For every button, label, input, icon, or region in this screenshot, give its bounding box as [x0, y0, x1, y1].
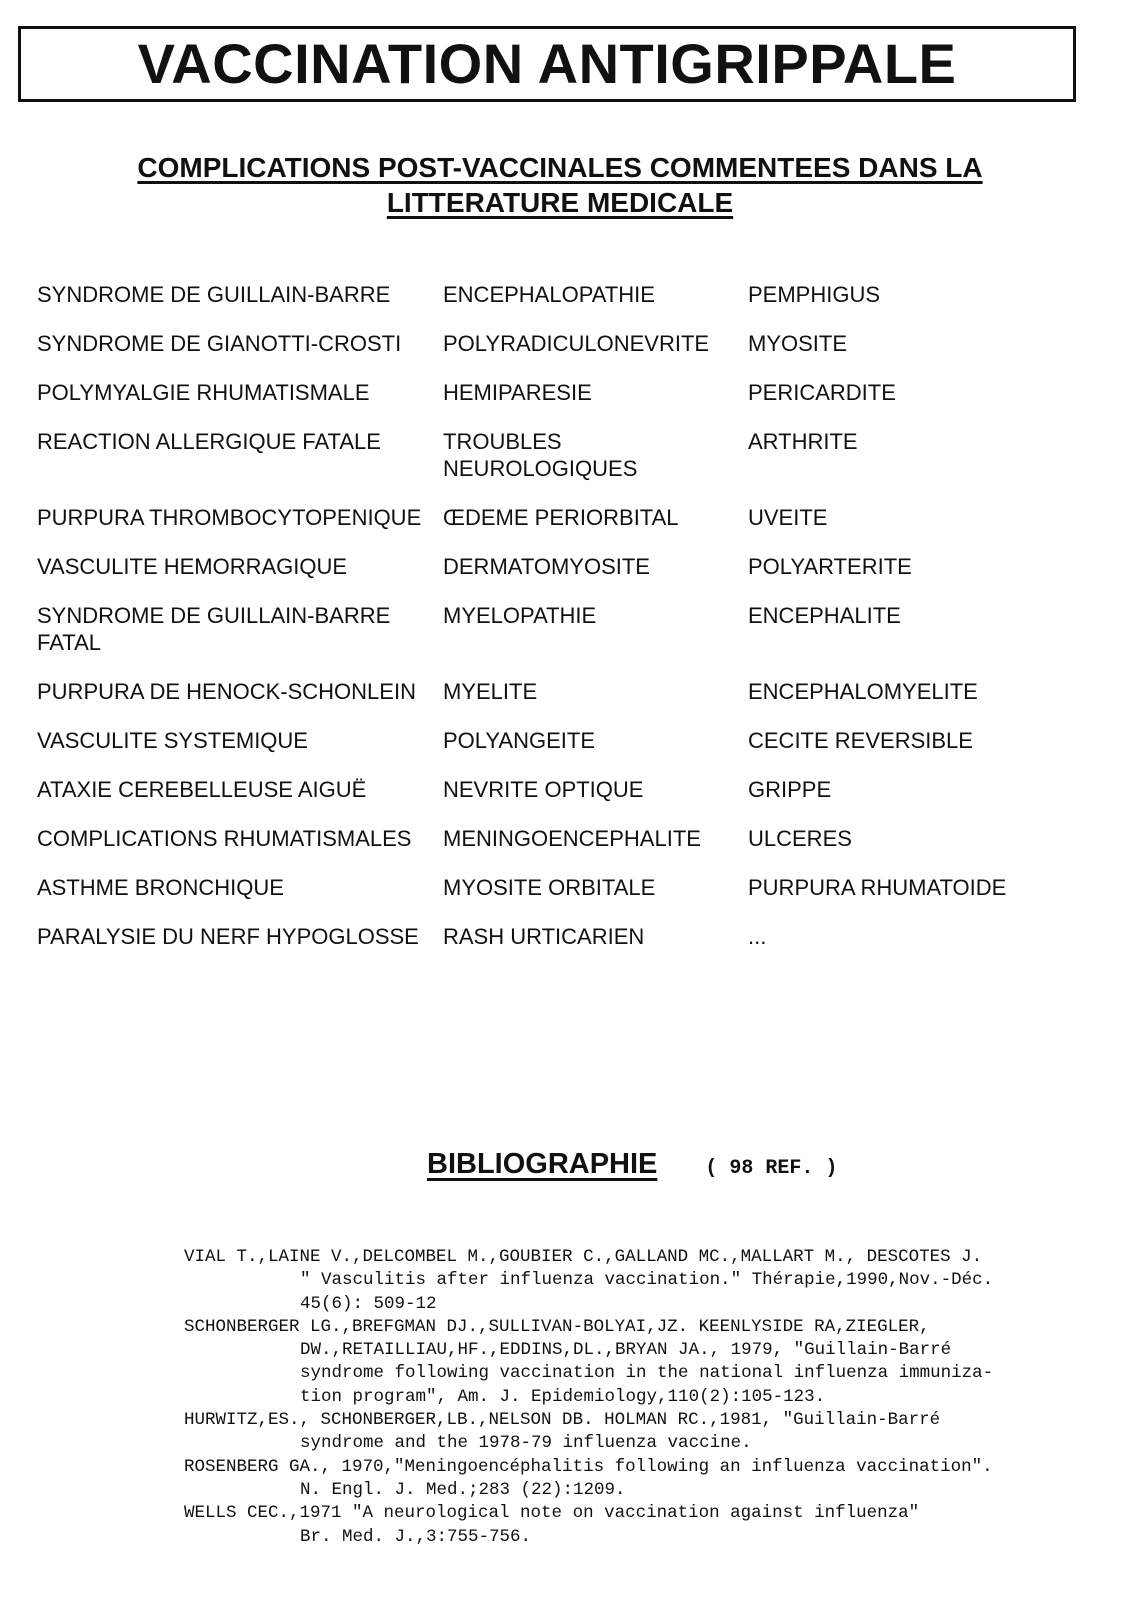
complication-row	[37, 553, 1097, 580]
complication-item: CECITE REVERSIBLE	[748, 728, 973, 753]
complication-item: MYOSITE	[748, 331, 848, 356]
reference-line: " Vasculitis after influenza vaccination." Thérapie,1990,Nov.-Déc.	[300, 1270, 994, 1291]
complication-item: ENCEPHALOPATHIE	[443, 282, 655, 307]
complication-item: SYNDROME DE GIANOTTI-CROSTI	[37, 331, 402, 356]
complication-item: ENCEPHALOMYELITE	[748, 679, 978, 704]
reference-line: syndrome and the 1978-79 influenza vaccine.	[300, 1433, 752, 1454]
complication-row	[37, 428, 1097, 482]
complication-item: VASCULITE SYSTEMIQUE	[37, 728, 308, 753]
complications-table	[37, 281, 1097, 972]
complication-row	[37, 678, 1097, 705]
complication-row	[37, 825, 1097, 852]
bibliography-header	[427, 1148, 837, 1181]
complication-item: MYOSITE ORBITALE	[443, 875, 656, 900]
complication-item: MENINGOENCEPHALITE	[443, 826, 701, 851]
complication-item: PURPURA RHUMATOIDE	[748, 875, 1007, 900]
complication-item: PERICARDITE	[748, 380, 896, 405]
complication-item: POLYMYALGIE RHUMATISMALE	[37, 380, 370, 405]
complication-row	[37, 727, 1097, 754]
complication-item: ASTHME BRONCHIQUE	[37, 875, 284, 900]
complication-item: GRIPPE	[748, 777, 832, 802]
reference-line: HURWITZ,ES., SCHONBERGER,LB.,NELSON DB. HOLMAN RC.,1981, "Guillain-Barré	[184, 1410, 941, 1431]
reference-line: 45(6): 509-12	[300, 1293, 437, 1314]
complication-item: ENCEPHALITE	[748, 603, 901, 628]
bibliography-count: ( 98 REF. )	[705, 1157, 838, 1180]
complication-row	[37, 281, 1097, 308]
complication-item: MYELITE	[443, 679, 538, 704]
complication-row	[37, 874, 1097, 901]
complication-item: ŒDEME PERIORBITAL	[443, 505, 679, 530]
complication-item: POLYARTERITE	[748, 554, 912, 579]
subtitle-line-1: COMPLICATIONS POST-VACCINALES COMMENTEES DANS LA	[137, 152, 983, 183]
reference-line: DW.,RETAILLIAU,HF.,EDDINS,DL.,BRYAN JA., 1979, "Guillain-Barré	[300, 1340, 952, 1361]
complication-row	[37, 602, 1097, 656]
complication-row	[37, 330, 1097, 357]
complication-item: COMPLICATIONS RHUMATISMALES	[37, 826, 412, 851]
complication-item: PEMPHIGUS	[748, 282, 881, 307]
complication-row	[37, 379, 1097, 406]
reference-line: SCHONBERGER LG.,BREFGMAN DJ.,SULLIVAN-BOLYAI,JZ. KEENLYSIDE RA,ZIEGLER,	[184, 1316, 930, 1337]
subtitle-line-2: LITTERATURE MEDICALE	[386, 187, 734, 218]
complication-item: SYNDROME DE GUILLAIN-BARRE FATAL	[37, 603, 391, 655]
reference-line: WELLS CEC.,1971 "A neurological note on vaccination against influenza"	[184, 1503, 920, 1524]
complication-item: ARTHRITE	[748, 429, 858, 454]
bibliography-references	[184, 1246, 1084, 1549]
reference-line: tion program", Am. J. Epidemiology,110(2):105-123.	[300, 1386, 826, 1407]
complication-item: PURPURA DE HENOCK-SCHONLEIN	[37, 679, 416, 704]
complication-item: POLYANGEITE	[443, 728, 596, 753]
reference-line: Br. Med. J.,3:755-756.	[300, 1526, 532, 1547]
complication-item: NEVRITE OPTIQUE	[443, 777, 644, 802]
complication-item: ...	[748, 924, 767, 949]
complication-item: UVEITE	[748, 505, 828, 530]
title-box	[18, 26, 1076, 102]
reference-line: syndrome following vaccination in the national influenza immuniza-	[300, 1363, 994, 1384]
subtitle	[60, 150, 1060, 220]
complication-item: RASH URTICARIEN	[443, 924, 645, 949]
complication-item: TROUBLES NEUROLOGIQUES	[443, 429, 638, 481]
complication-item: HEMIPARESIE	[443, 380, 592, 405]
complication-item: SYNDROME DE GUILLAIN-BARRE	[37, 282, 391, 307]
complication-item: MYELOPATHIE	[443, 603, 597, 628]
reference-line: N. Engl. J. Med.;283 (22):1209.	[300, 1479, 626, 1500]
complication-item: PARALYSIE DU NERF HYPOGLOSSE	[37, 924, 419, 949]
complication-row	[37, 923, 1097, 950]
complication-item: ULCERES	[748, 826, 852, 851]
complication-item: VASCULITE HEMORRAGIQUE	[37, 554, 348, 579]
complication-row	[37, 504, 1097, 531]
complication-item: DERMATOMYOSITE	[443, 554, 650, 579]
reference-line: ROSENBERG GA., 1970,"Meningoencéphalitis following an influenza vaccination".	[184, 1456, 993, 1477]
bibliography-title: BIBLIOGRAPHIE	[427, 1148, 658, 1180]
page-title: VACCINATION ANTIGRIPPALE	[137, 32, 957, 95]
complication-item: PURPURA THROMBOCYTOPENIQUE	[37, 505, 422, 530]
complication-item: POLYRADICULONEVRITE	[443, 331, 710, 356]
complication-row	[37, 776, 1097, 803]
reference-line: VIAL T.,LAINE V.,DELCOMBEL M.,GOUBIER C.,GALLAND MC.,MALLART M., DESCOTES J.	[184, 1247, 983, 1267]
complication-item: REACTION ALLERGIQUE FATALE	[37, 429, 381, 454]
complication-item: ATAXIE CEREBELLEUSE AIGUË	[37, 777, 367, 802]
